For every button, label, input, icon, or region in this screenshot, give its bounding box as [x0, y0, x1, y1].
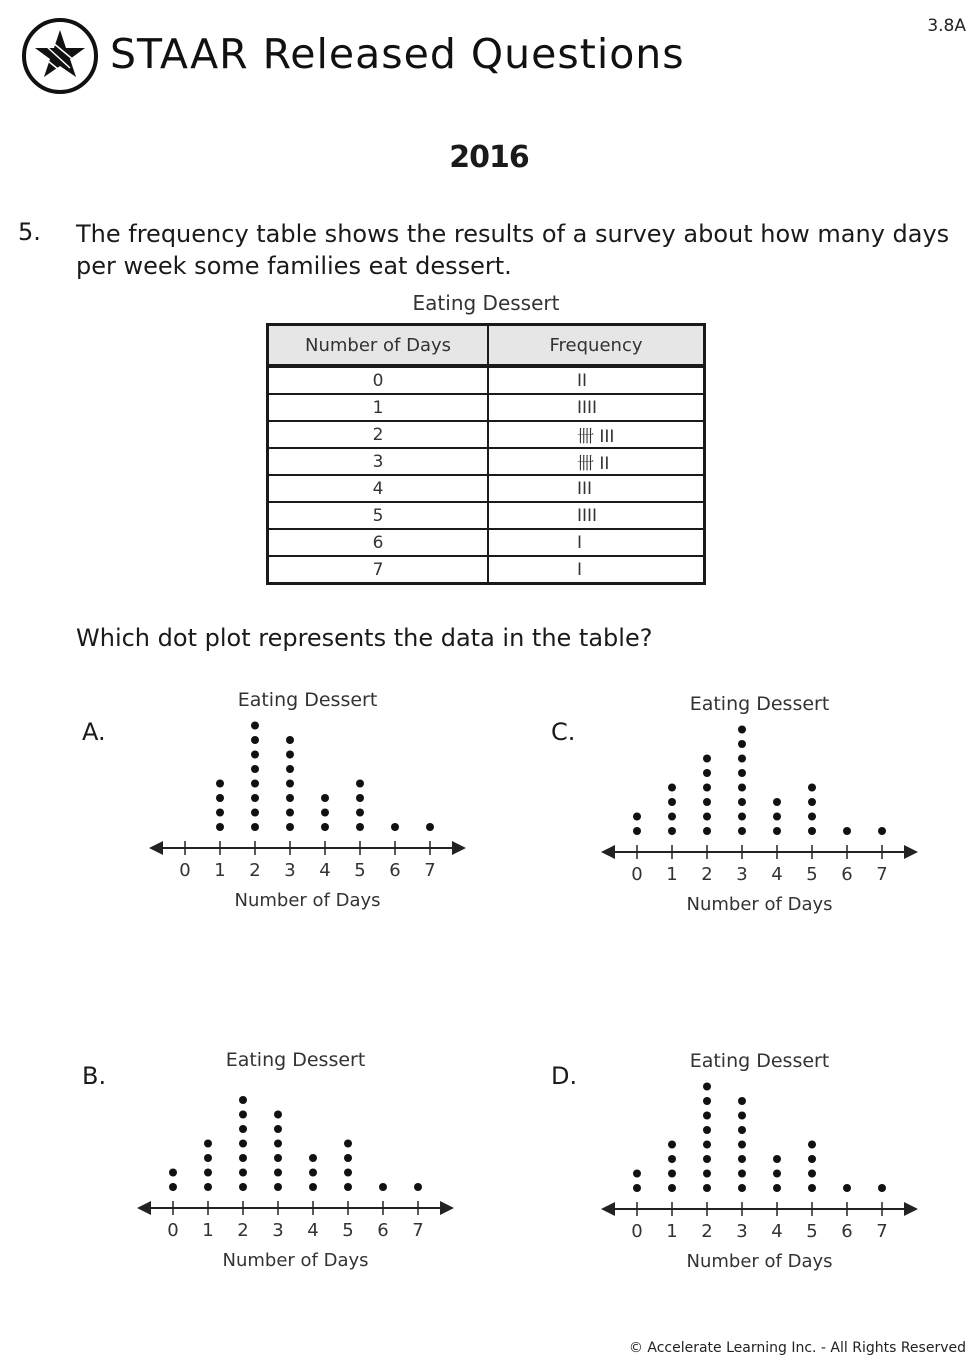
- tick-label: 0: [631, 864, 643, 885]
- data-dot: [703, 1126, 711, 1134]
- table-title: Eating Dessert: [412, 291, 560, 315]
- data-dot: [773, 798, 781, 806]
- data-dot: [251, 722, 259, 730]
- column-header-days: Number of Days: [268, 325, 489, 367]
- data-dot: [668, 1184, 676, 1192]
- data-dot: [878, 827, 886, 835]
- data-dot: [738, 1141, 746, 1149]
- data-dot: [808, 813, 816, 821]
- plot-title: Eating Dessert: [225, 1049, 366, 1071]
- table-row: [268, 448, 705, 475]
- data-dot: [738, 755, 746, 763]
- data-dot: [216, 794, 224, 802]
- data-dot: [251, 809, 259, 817]
- plot-title: Eating Dessert: [689, 1050, 830, 1072]
- copyright-footer: © Accelerate Learning Inc. - All Rights Reserved: [628, 1340, 966, 1356]
- data-dot: [286, 736, 294, 744]
- tick-label: 2: [701, 1221, 713, 1242]
- data-dot: [344, 1169, 352, 1177]
- data-dot: [878, 1184, 886, 1192]
- data-dot: [344, 1183, 352, 1191]
- data-dot: [808, 784, 816, 792]
- data-dot: [738, 798, 746, 806]
- tick-label: 1: [666, 864, 678, 885]
- tally-cell: 卌 III: [488, 421, 705, 448]
- data-dot: [391, 823, 399, 831]
- data-dot: [668, 813, 676, 821]
- data-dot: [668, 784, 676, 792]
- left-arrow-icon: [601, 845, 615, 859]
- data-dot: [309, 1154, 317, 1162]
- data-dot: [251, 751, 259, 759]
- tick-label: 6: [841, 864, 853, 885]
- plot-title: Eating Dessert: [689, 693, 830, 715]
- data-dot: [668, 1155, 676, 1163]
- data-dot: [344, 1140, 352, 1148]
- data-dot: [286, 794, 294, 802]
- data-dot: [808, 1155, 816, 1163]
- data-dot: [843, 1184, 851, 1192]
- data-dot: [703, 1170, 711, 1178]
- tick-label: 2: [237, 1220, 249, 1241]
- data-dot: [633, 1170, 641, 1178]
- data-dot: [703, 1097, 711, 1105]
- question-number: 5.: [18, 218, 41, 246]
- data-dot: [808, 1170, 816, 1178]
- data-dot: [426, 823, 434, 831]
- data-dot: [286, 751, 294, 759]
- table-row: [268, 556, 705, 584]
- tick-label: 6: [841, 1221, 853, 1242]
- data-dot: [344, 1154, 352, 1162]
- table-row: [268, 394, 705, 421]
- data-dot: [843, 827, 851, 835]
- data-dot: [808, 827, 816, 835]
- data-dot: [216, 780, 224, 788]
- tick-label: 3: [284, 860, 296, 881]
- data-dot: [773, 827, 781, 835]
- data-dot: [738, 813, 746, 821]
- data-dot: [703, 1083, 711, 1091]
- dot-plot-c[interactable]: [582, 684, 942, 924]
- right-arrow-icon: [440, 1201, 454, 1215]
- data-dot: [703, 769, 711, 777]
- option-d-label[interactable]: D.: [551, 1062, 578, 1090]
- data-dot: [703, 1155, 711, 1163]
- data-dot: [379, 1183, 387, 1191]
- data-dot: [633, 1184, 641, 1192]
- data-dot: [239, 1140, 247, 1148]
- data-dot: [239, 1111, 247, 1119]
- data-dot: [773, 1184, 781, 1192]
- tick-label: 4: [319, 860, 331, 881]
- data-dot: [286, 809, 294, 817]
- tick-label: 0: [179, 860, 191, 881]
- left-arrow-icon: [601, 1202, 615, 1216]
- data-dot: [204, 1169, 212, 1177]
- tick-label: 2: [249, 860, 261, 881]
- table-row: [268, 502, 705, 529]
- data-dot: [738, 784, 746, 792]
- data-dot: [668, 1170, 676, 1178]
- data-dot: [808, 798, 816, 806]
- data-dot: [738, 1170, 746, 1178]
- data-dot: [738, 827, 746, 835]
- data-dot: [703, 813, 711, 821]
- data-dot: [251, 765, 259, 773]
- header-title: STAAR Released Questions: [110, 30, 685, 78]
- data-dot: [738, 1112, 746, 1120]
- data-dot: [204, 1183, 212, 1191]
- tick-label: 7: [412, 1220, 424, 1241]
- table-row: [268, 529, 705, 556]
- tick-label: 4: [771, 864, 783, 885]
- data-dot: [274, 1125, 282, 1133]
- frequency-table: [266, 323, 706, 585]
- tick-label: 0: [631, 1221, 643, 1242]
- standard-code: 3.8A: [927, 16, 966, 36]
- data-dot: [356, 780, 364, 788]
- tick-label: 3: [736, 864, 748, 885]
- table-row: [268, 475, 705, 502]
- days-cell: 3: [268, 448, 489, 475]
- data-dot: [773, 1155, 781, 1163]
- data-dot: [239, 1183, 247, 1191]
- data-dot: [251, 736, 259, 744]
- table-row: [268, 366, 705, 394]
- data-dot: [169, 1183, 177, 1191]
- dot-plot-a[interactable]: [130, 680, 490, 920]
- data-dot: [414, 1183, 422, 1191]
- tick-label: 6: [377, 1220, 389, 1241]
- left-arrow-icon: [137, 1201, 151, 1215]
- tick-label: 7: [876, 1221, 888, 1242]
- option-b-label[interactable]: B.: [82, 1062, 107, 1090]
- data-dot: [204, 1140, 212, 1148]
- table-header-row: [268, 325, 705, 367]
- tick-label: 5: [354, 860, 366, 881]
- data-dot: [808, 1141, 816, 1149]
- tick-label: 5: [342, 1220, 354, 1241]
- days-cell: 6: [268, 529, 489, 556]
- data-dot: [286, 765, 294, 773]
- tally-cell: I: [488, 529, 705, 556]
- data-dot: [239, 1125, 247, 1133]
- year-heading: 2016: [449, 140, 529, 175]
- right-arrow-icon: [904, 845, 918, 859]
- plot-title: Eating Dessert: [237, 689, 378, 711]
- data-dot: [216, 823, 224, 831]
- data-dot: [356, 809, 364, 817]
- dot-plot-d[interactable]: [582, 1041, 942, 1281]
- data-dot: [773, 813, 781, 821]
- days-cell: 4: [268, 475, 489, 502]
- data-dot: [703, 755, 711, 763]
- tally-cell: II: [488, 366, 705, 394]
- data-dot: [703, 1112, 711, 1120]
- days-cell: 0: [268, 366, 489, 394]
- dot-plot-b[interactable]: [118, 1040, 478, 1280]
- data-dot: [738, 1155, 746, 1163]
- days-cell: 2: [268, 421, 489, 448]
- data-dot: [274, 1183, 282, 1191]
- data-dot: [703, 1184, 711, 1192]
- x-axis-label: Number of Days: [686, 894, 833, 915]
- data-dot: [274, 1140, 282, 1148]
- data-dot: [216, 809, 224, 817]
- data-dot: [239, 1154, 247, 1162]
- data-dot: [321, 794, 329, 802]
- option-c-label[interactable]: C.: [551, 718, 576, 746]
- tick-label: 4: [771, 1221, 783, 1242]
- table-row: [268, 421, 705, 448]
- data-dot: [309, 1183, 317, 1191]
- question-prompt: Which dot plot represents the data in the table?: [76, 624, 653, 652]
- data-dot: [633, 827, 641, 835]
- x-axis-label: Number of Days: [234, 890, 381, 911]
- data-dot: [633, 813, 641, 821]
- tally-cell: I: [488, 556, 705, 584]
- data-dot: [286, 823, 294, 831]
- data-dot: [703, 1141, 711, 1149]
- column-header-frequency: Frequency: [488, 325, 705, 367]
- logo-star-icon: [20, 16, 100, 96]
- data-dot: [321, 809, 329, 817]
- data-dot: [204, 1154, 212, 1162]
- data-dot: [703, 827, 711, 835]
- data-dot: [274, 1154, 282, 1162]
- data-dot: [668, 798, 676, 806]
- days-cell: 7: [268, 556, 489, 584]
- tick-label: 7: [876, 864, 888, 885]
- tick-label: 1: [202, 1220, 214, 1241]
- data-dot: [738, 726, 746, 734]
- data-dot: [239, 1169, 247, 1177]
- data-dot: [703, 798, 711, 806]
- tally-cell: IIII: [488, 502, 705, 529]
- x-axis-label: Number of Days: [222, 1250, 369, 1271]
- data-dot: [251, 823, 259, 831]
- days-cell: 1: [268, 394, 489, 421]
- data-dot: [274, 1169, 282, 1177]
- right-arrow-icon: [452, 841, 466, 855]
- tick-label: 5: [806, 864, 818, 885]
- data-dot: [808, 1184, 816, 1192]
- tick-label: 1: [666, 1221, 678, 1242]
- x-axis-label: Number of Days: [686, 1251, 833, 1272]
- data-dot: [668, 1141, 676, 1149]
- tally-cell: 卌 II: [488, 448, 705, 475]
- data-dot: [251, 780, 259, 788]
- data-dot: [274, 1111, 282, 1119]
- tick-label: 2: [701, 864, 713, 885]
- left-arrow-icon: [149, 841, 163, 855]
- data-dot: [703, 784, 711, 792]
- tick-label: 4: [307, 1220, 319, 1241]
- data-dot: [738, 740, 746, 748]
- tick-label: 1: [214, 860, 226, 881]
- data-dot: [321, 823, 329, 831]
- tally-cell: III: [488, 475, 705, 502]
- question-text: The frequency table shows the results of a survey about how many days per week some families eat dessert.: [76, 220, 950, 280]
- data-dot: [309, 1169, 317, 1177]
- data-dot: [738, 769, 746, 777]
- data-dot: [668, 827, 676, 835]
- data-dot: [169, 1169, 177, 1177]
- data-dot: [286, 780, 294, 788]
- data-dot: [738, 1097, 746, 1105]
- right-arrow-icon: [904, 1202, 918, 1216]
- data-dot: [251, 794, 259, 802]
- data-dot: [356, 823, 364, 831]
- tick-label: 7: [424, 860, 436, 881]
- tick-label: 0: [167, 1220, 179, 1241]
- data-dot: [738, 1126, 746, 1134]
- data-dot: [773, 1170, 781, 1178]
- data-dot: [356, 794, 364, 802]
- tick-label: 3: [272, 1220, 284, 1241]
- option-a-label[interactable]: A.: [82, 718, 106, 746]
- tick-label: 5: [806, 1221, 818, 1242]
- tick-label: 3: [736, 1221, 748, 1242]
- tick-label: 6: [389, 860, 401, 881]
- tally-cell: IIII: [488, 394, 705, 421]
- days-cell: 5: [268, 502, 489, 529]
- data-dot: [239, 1096, 247, 1104]
- data-dot: [738, 1184, 746, 1192]
